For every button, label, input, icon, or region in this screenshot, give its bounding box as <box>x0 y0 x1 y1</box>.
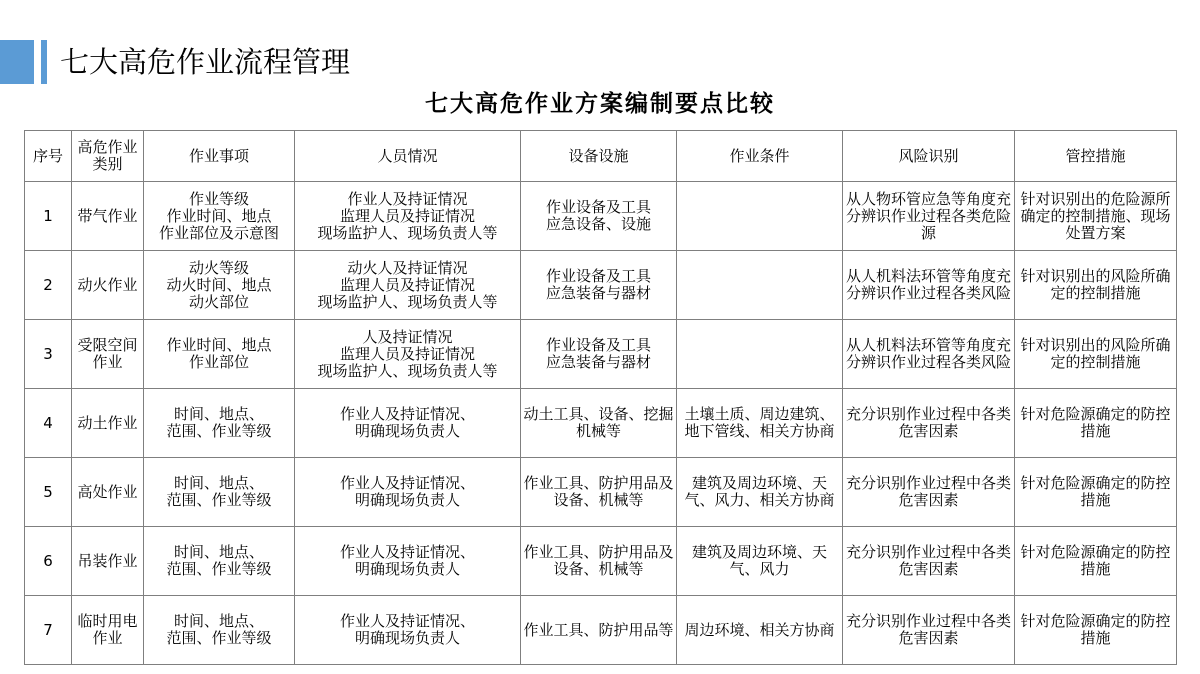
cell-conditions <box>677 182 843 251</box>
cell-equipment: 作业设备及工具 应急设备、设施 <box>521 182 677 251</box>
column-header-equipment: 设备设施 <box>521 131 677 182</box>
cell-risk: 从人物环管应急等角度充分辨识作业过程各类危险源 <box>843 182 1015 251</box>
table-row <box>25 182 1177 251</box>
column-header-conditions: 作业条件 <box>677 131 843 182</box>
table-row <box>25 596 1177 665</box>
table-row <box>25 389 1177 458</box>
cell-equipment: 作业设备及工具 应急装备与器材 <box>521 251 677 320</box>
cell-conditions: 土壤土质、周边建筑、地下管线、相关方协商 <box>677 389 843 458</box>
cell-equipment: 作业工具、防护用品及设备、机械等 <box>521 458 677 527</box>
cell-conditions: 建筑及周边环境、天气、风力 <box>677 527 843 596</box>
cell-no: 6 <box>25 527 72 596</box>
cell-personnel: 动火人及持证情况 监理人员及持证情况 现场监护人、现场负责人等 <box>295 251 521 320</box>
cell-control: 针对识别出的危险源所确定的控制措施、现场处置方案 <box>1015 182 1177 251</box>
cell-items: 时间、地点、 范围、作业等级 <box>144 389 295 458</box>
cell-category: 高处作业 <box>72 458 144 527</box>
cell-control: 针对危险源确定的防控措施 <box>1015 527 1177 596</box>
cell-no: 1 <box>25 182 72 251</box>
cell-no: 4 <box>25 389 72 458</box>
cell-control: 针对危险源确定的防控措施 <box>1015 596 1177 665</box>
column-header-control: 管控措施 <box>1015 131 1177 182</box>
column-header-items: 作业事项 <box>144 131 295 182</box>
cell-personnel: 作业人及持证情况、 明确现场负责人 <box>295 527 521 596</box>
cell-category: 临时用电作业 <box>72 596 144 665</box>
cell-no: 5 <box>25 458 72 527</box>
page-title: 七大高危作业流程管理 <box>60 45 351 79</box>
table-header-row <box>25 131 1177 182</box>
cell-items: 时间、地点、 范围、作业等级 <box>144 458 295 527</box>
cell-category: 受限空间作业 <box>72 320 144 389</box>
cell-personnel: 人及持证情况 监理人员及持证情况 现场监护人、现场负责人等 <box>295 320 521 389</box>
cell-no: 7 <box>25 596 72 665</box>
table-row <box>25 251 1177 320</box>
table-title: 七大高危作业方案编制要点比较 <box>425 91 775 117</box>
cell-category: 吊装作业 <box>72 527 144 596</box>
cell-control: 针对危险源确定的防控措施 <box>1015 389 1177 458</box>
cell-risk: 从人机料法环管等角度充分辨识作业过程各类风险 <box>843 251 1015 320</box>
cell-personnel: 作业人及持证情况 监理人员及持证情况 现场监护人、现场负责人等 <box>295 182 521 251</box>
column-header-personnel: 人员情况 <box>295 131 521 182</box>
cell-control: 针对识别出的风险所确定的控制措施 <box>1015 320 1177 389</box>
cell-category: 动土作业 <box>72 389 144 458</box>
slide-header <box>0 40 1200 84</box>
cell-items: 时间、地点、 范围、作业等级 <box>144 596 295 665</box>
cell-risk: 充分识别作业过程中各类危害因素 <box>843 527 1015 596</box>
accent-block <box>0 40 34 84</box>
comparison-table <box>24 130 1177 665</box>
table-row <box>25 320 1177 389</box>
cell-category: 带气作业 <box>72 182 144 251</box>
cell-equipment: 作业设备及工具 应急装备与器材 <box>521 320 677 389</box>
cell-control: 针对识别出的风险所确定的控制措施 <box>1015 251 1177 320</box>
cell-items: 动火等级 动火时间、地点 动火部位 <box>144 251 295 320</box>
cell-personnel: 作业人及持证情况、 明确现场负责人 <box>295 389 521 458</box>
column-header-no: 序号 <box>25 131 72 182</box>
cell-conditions: 周边环境、相关方协商 <box>677 596 843 665</box>
cell-risk: 从人机料法环管等角度充分辨识作业过程各类风险 <box>843 320 1015 389</box>
cell-conditions <box>677 320 843 389</box>
column-header-category: 高危作业类别 <box>72 131 144 182</box>
cell-conditions <box>677 251 843 320</box>
table-row <box>25 527 1177 596</box>
column-header-risk: 风险识别 <box>843 131 1015 182</box>
cell-risk: 充分识别作业过程中各类危害因素 <box>843 596 1015 665</box>
cell-no: 3 <box>25 320 72 389</box>
cell-control: 针对危险源确定的防控措施 <box>1015 458 1177 527</box>
cell-items: 时间、地点、 范围、作业等级 <box>144 527 295 596</box>
cell-category: 动火作业 <box>72 251 144 320</box>
cell-equipment: 动土工具、设备、挖掘机械等 <box>521 389 677 458</box>
cell-no: 2 <box>25 251 72 320</box>
cell-items: 作业时间、地点 作业部位 <box>144 320 295 389</box>
cell-equipment: 作业工具、防护用品及设备、机械等 <box>521 527 677 596</box>
cell-risk: 充分识别作业过程中各类危害因素 <box>843 458 1015 527</box>
cell-personnel: 作业人及持证情况、 明确现场负责人 <box>295 458 521 527</box>
cell-items: 作业等级 作业时间、地点 作业部位及示意图 <box>144 182 295 251</box>
cell-risk: 充分识别作业过程中各类危害因素 <box>843 389 1015 458</box>
cell-conditions: 建筑及周边环境、天气、风力、相关方协商 <box>677 458 843 527</box>
table-row <box>25 458 1177 527</box>
cell-personnel: 作业人及持证情况、 明确现场负责人 <box>295 596 521 665</box>
accent-bar <box>41 40 47 84</box>
cell-equipment: 作业工具、防护用品等 <box>521 596 677 665</box>
